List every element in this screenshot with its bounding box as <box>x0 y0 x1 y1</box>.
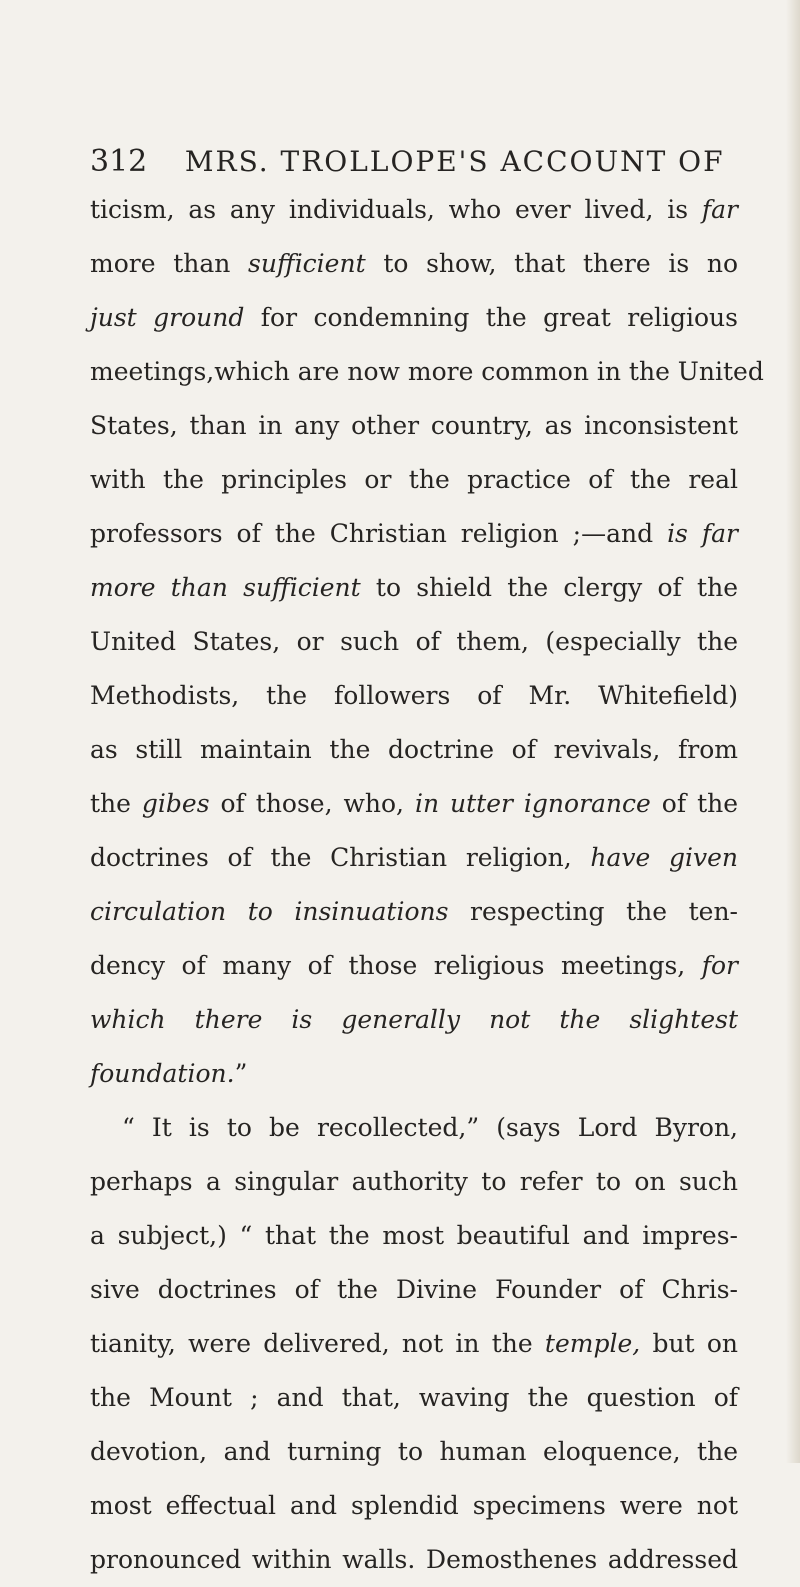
text-line <box>90 1425 738 1479</box>
text-line <box>90 237 738 291</box>
text-line <box>90 777 738 831</box>
text-segment: tianity, were delivered, not in the <box>90 1329 545 1358</box>
text-line <box>90 885 738 939</box>
running-header <box>90 142 730 182</box>
text-line <box>90 399 738 453</box>
text-line <box>90 1479 738 1533</box>
text-line <box>90 561 738 615</box>
italic-text: temple, <box>544 1329 641 1358</box>
text-segment: perhaps a singular authority to refer to on such <box>90 1167 738 1196</box>
text-line <box>90 453 738 507</box>
italic-text: have given <box>590 843 738 872</box>
italic-text: for <box>701 951 738 980</box>
text-segment: the <box>90 789 142 818</box>
text-segment: meetings,which are now more common in the United <box>90 357 764 386</box>
text-segment: devotion, and turning to human eloquence, the <box>90 1437 738 1466</box>
italic-text: sufficient <box>248 249 366 278</box>
body-text <box>90 183 764 1587</box>
text-line <box>90 183 738 237</box>
text-line <box>90 1371 738 1425</box>
page-edge-shadow <box>786 0 800 1463</box>
text-segment: Methodists, the followers of Mr. Whitefield) <box>90 681 738 710</box>
text-line <box>90 1533 738 1587</box>
text-segment: of those, who, <box>209 789 415 818</box>
text-line <box>90 507 738 561</box>
text-segment: a subject,) “ that the most beautiful and impres- <box>90 1221 738 1250</box>
text-segment: as still maintain the doctrine of revivals, from <box>90 735 738 764</box>
text-line <box>90 1047 738 1101</box>
text-segment: the Mount ; and that, waving the question of <box>90 1383 738 1412</box>
text-line <box>90 723 738 777</box>
text-segment: “ It is to be recollected,” (says Lord Byron, <box>122 1113 738 1142</box>
text-line <box>90 1101 738 1155</box>
text-line <box>90 1155 738 1209</box>
text-segment: of the <box>650 789 739 818</box>
italic-text: more than sufficient <box>90 573 361 602</box>
italic-text: gibes <box>141 789 210 818</box>
text-segment: ” <box>234 1059 248 1088</box>
italic-text: just ground <box>90 303 245 332</box>
page-number: 312 <box>90 144 148 179</box>
text-line <box>90 1263 738 1317</box>
italic-text: which there is generally not the slightest <box>90 1005 738 1034</box>
italic-text: foundation. <box>90 1059 235 1088</box>
text-segment: most effectual and splendid specimens were not <box>90 1491 738 1520</box>
text-segment: sive doctrines of the Divine Founder of Chris- <box>90 1275 738 1304</box>
text-segment: professors of the Christian religion ;—and <box>90 519 668 548</box>
text-segment: ticism, as any individuals, who ever lived, is <box>90 195 702 224</box>
italic-text: in utter ignorance <box>414 789 651 818</box>
text-segment: for condemning the great religious <box>244 303 738 332</box>
text-line <box>90 1317 738 1371</box>
text-segment: pronounced within walls. Demosthenes addressed <box>90 1545 738 1574</box>
text-segment: respecting the ten- <box>448 897 738 926</box>
text-line <box>90 669 738 723</box>
text-segment: more than <box>90 249 249 278</box>
italic-text: circulation to insinuations <box>90 897 449 926</box>
text-line <box>90 1209 738 1263</box>
text-segment: dency of many of those religious meetings, <box>90 951 702 980</box>
text-segment: to show, that there is no <box>365 249 738 278</box>
text-line <box>90 939 738 993</box>
text-segment: States, than in any other country, as inconsistent <box>90 411 738 440</box>
italic-text: is far <box>667 519 738 548</box>
text-line <box>90 291 738 345</box>
text-segment: to shield the clergy of the <box>360 573 738 602</box>
running-title: MRS. TROLLOPE'S ACCOUNT OF <box>184 145 725 178</box>
text-segment: with the principles or the practice of the real <box>90 465 738 494</box>
text-line <box>90 831 738 885</box>
text-segment: United States, or such of them, (especially the <box>90 627 738 656</box>
text-segment: but on <box>640 1329 738 1358</box>
text-segment: doctrines of the Christian religion, <box>90 843 591 872</box>
text-line <box>90 345 764 399</box>
text-line <box>90 993 738 1047</box>
italic-text: far <box>701 195 738 224</box>
text-line <box>90 615 738 669</box>
